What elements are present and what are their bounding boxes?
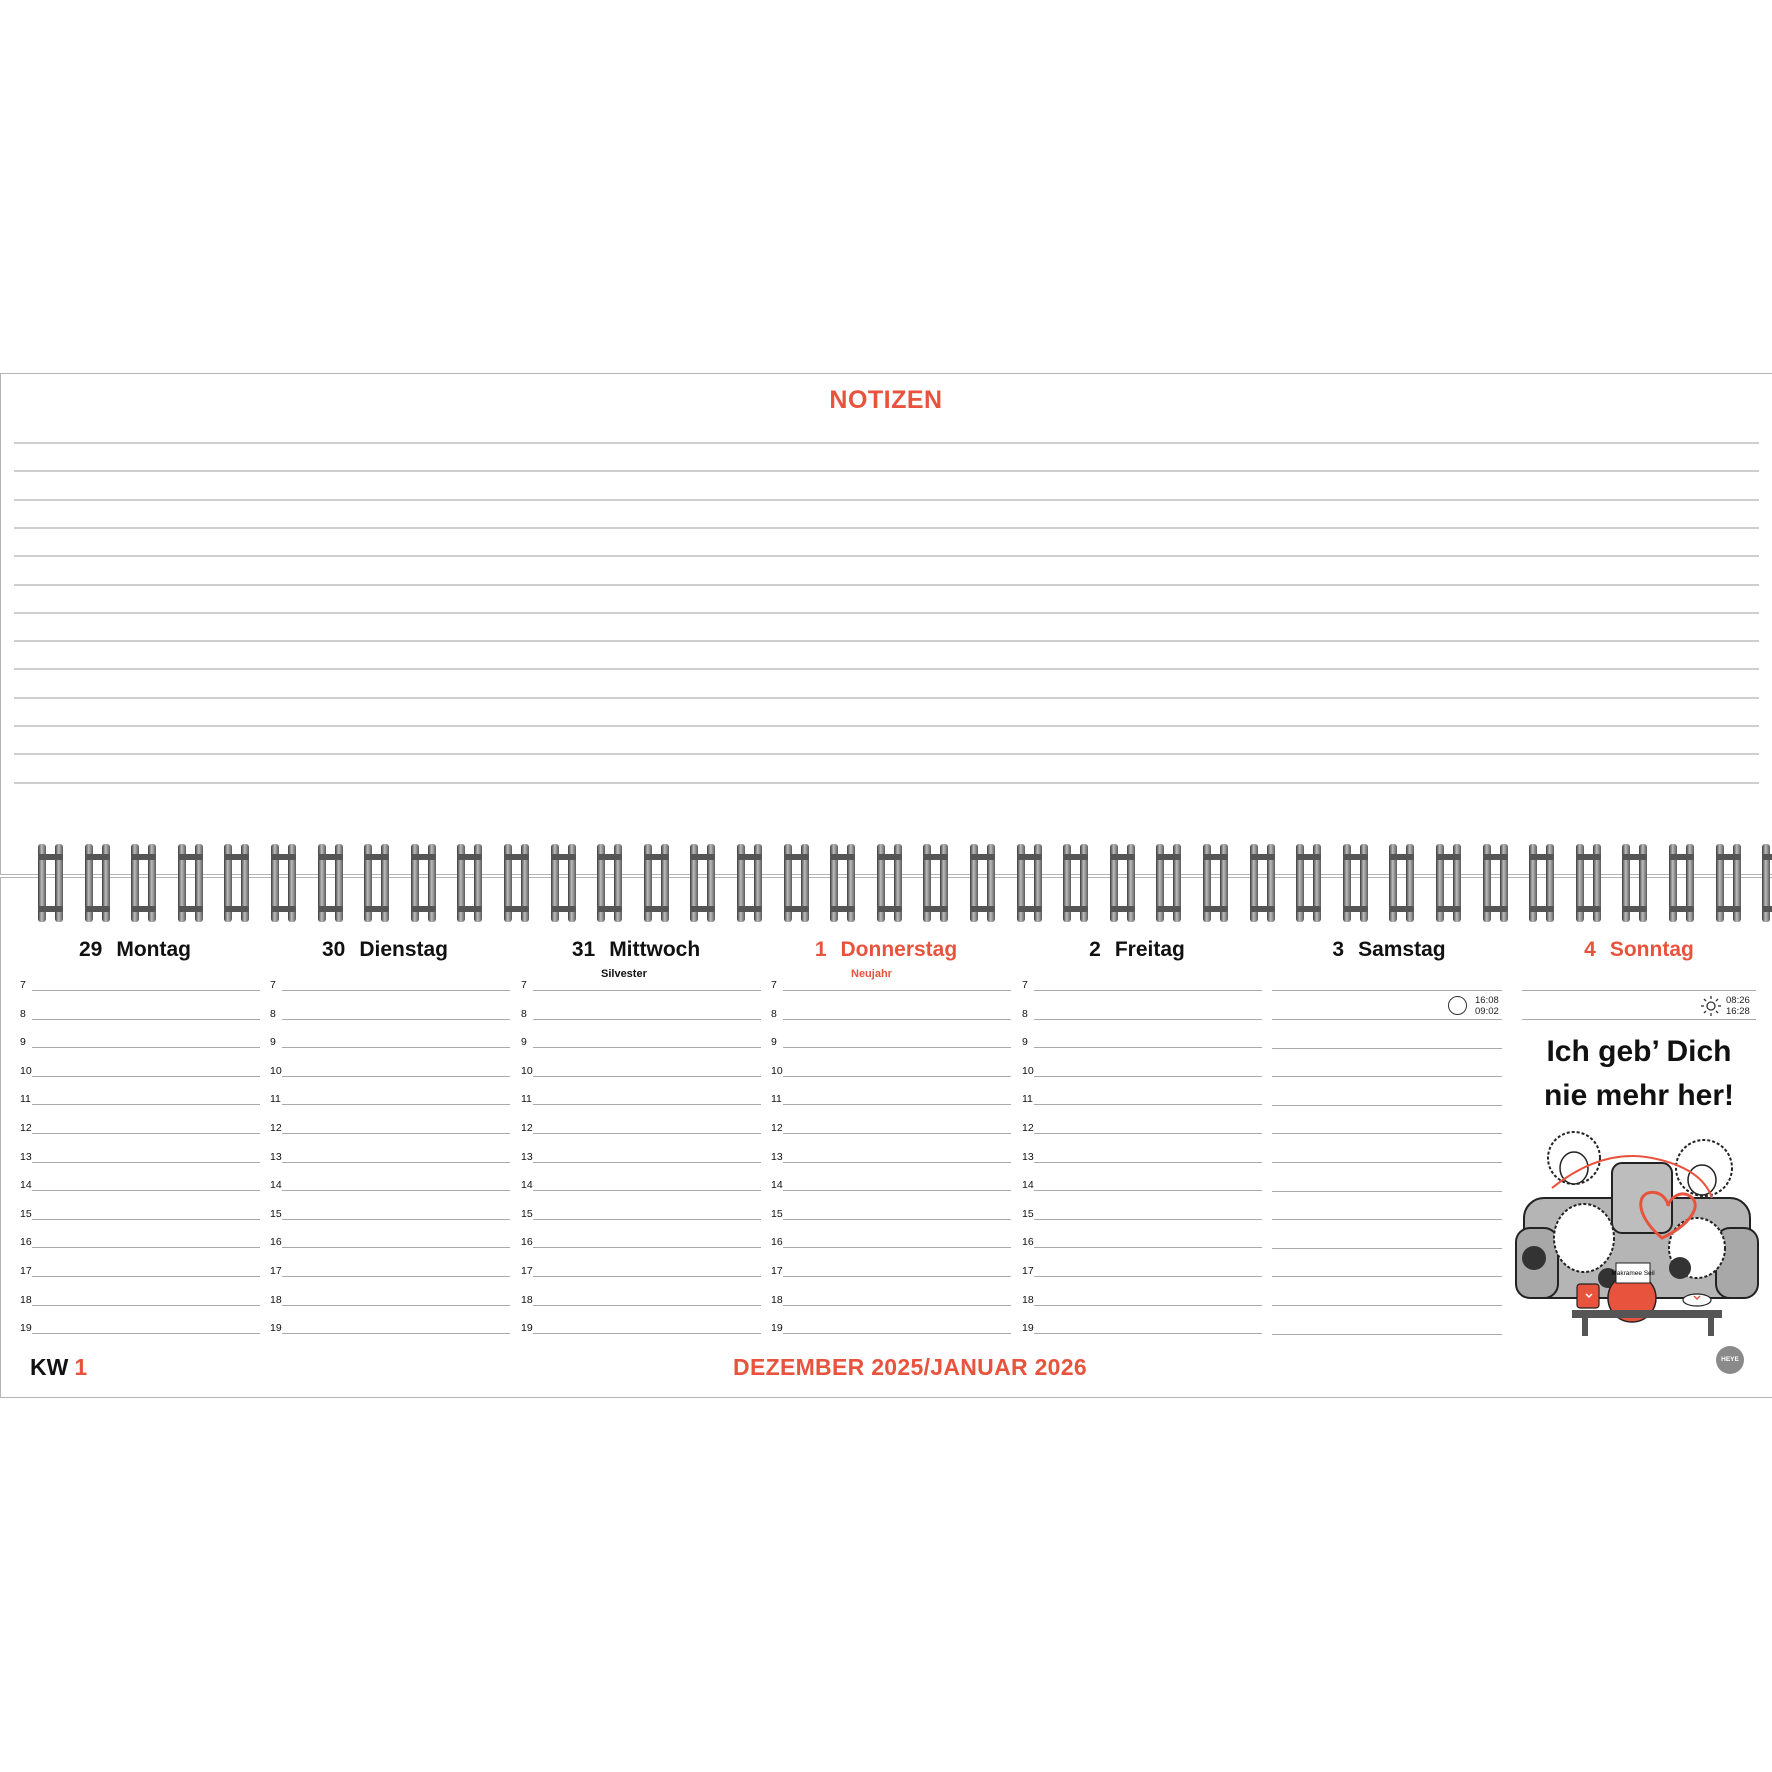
calendar-week-number: 1 — [74, 1354, 88, 1380]
heye-logo: HEYE — [1716, 1346, 1744, 1374]
day-number: 3 — [1332, 938, 1345, 961]
day-header-mittwoch — [521, 938, 751, 962]
saturday-line[interactable] — [1272, 1048, 1502, 1049]
hour-label: 8 — [270, 1008, 276, 1020]
hour-slot[interactable] — [533, 1162, 761, 1163]
hour-label: 16 — [20, 1236, 32, 1248]
hour-slot[interactable] — [32, 1219, 260, 1220]
hour-slot[interactable] — [533, 1305, 761, 1306]
saturday-line[interactable] — [1272, 1334, 1502, 1335]
hour-label: 19 — [521, 1322, 533, 1334]
saturday-line[interactable] — [1272, 1219, 1502, 1220]
month-title: DEZEMBER 2025/JANUAR 2026 — [733, 1354, 1087, 1380]
note-line[interactable] — [14, 442, 1759, 444]
day-header-dienstag — [270, 938, 500, 962]
full-moon-icon — [1448, 996, 1467, 1015]
hour-label: 12 — [771, 1122, 783, 1134]
day-number: 2 — [1089, 938, 1101, 961]
holiday-label: Neujahr — [851, 968, 892, 980]
note-line[interactable] — [14, 555, 1759, 557]
day-name: Freitag — [1114, 938, 1185, 961]
spiral-ring — [1529, 844, 1555, 922]
spiral-ring — [1296, 844, 1322, 922]
hour-slot[interactable] — [282, 1076, 510, 1077]
hour-label: 11 — [270, 1093, 281, 1105]
hour-label: 15 — [521, 1208, 533, 1220]
hour-label: 18 — [521, 1294, 533, 1306]
hour-label: 9 — [20, 1036, 26, 1048]
note-line[interactable] — [14, 668, 1759, 670]
hour-label: 13 — [1022, 1151, 1034, 1163]
calendar-week-label: KW — [30, 1354, 69, 1380]
hour-label: 19 — [20, 1322, 32, 1334]
spiral-ring — [970, 844, 996, 922]
hour-label: 12 — [20, 1122, 32, 1134]
note-line[interactable] — [14, 612, 1759, 614]
hour-slot[interactable] — [533, 1219, 761, 1220]
hour-label: 7 — [270, 979, 276, 991]
saturday-line[interactable] — [1272, 990, 1502, 991]
spiral-ring — [1389, 844, 1415, 922]
hour-label: 10 — [521, 1065, 533, 1077]
sheep-couple-illustration — [1512, 1128, 1762, 1338]
hour-label: 8 — [771, 1008, 777, 1020]
note-line[interactable] — [14, 527, 1759, 529]
hour-slot[interactable] — [533, 1019, 761, 1020]
day-name: Mittwoch — [609, 938, 701, 961]
hour-slot[interactable] — [282, 1019, 510, 1020]
hour-label: 15 — [1022, 1208, 1034, 1220]
spiral-ring — [1436, 844, 1462, 922]
hour-slot[interactable] — [1034, 1047, 1262, 1048]
moon-time-1: 16:08 — [1475, 995, 1499, 1006]
hour-slot[interactable] — [783, 1247, 1011, 1248]
hour-slot[interactable] — [783, 1219, 1011, 1220]
day-number: 29 — [78, 938, 103, 961]
moon-time-2: 09:02 — [1475, 1006, 1499, 1017]
hour-label: 16 — [270, 1236, 282, 1248]
saturday-line[interactable] — [1272, 1162, 1502, 1163]
spiral-ring — [1250, 844, 1276, 922]
hour-label: 10 — [771, 1065, 783, 1077]
calendar-week — [30, 1354, 87, 1381]
spiral-ring — [131, 844, 157, 922]
saturday-line[interactable] — [1272, 1191, 1502, 1192]
hour-slot[interactable] — [783, 1133, 1011, 1134]
quote — [1522, 1030, 1756, 1118]
spiral-ring — [1156, 844, 1182, 922]
hour-slot[interactable] — [533, 1047, 761, 1048]
saturday-line[interactable] — [1272, 1305, 1502, 1306]
holiday-label: Silvester — [601, 968, 647, 980]
hour-label: 12 — [521, 1122, 533, 1134]
hour-slot[interactable] — [783, 1019, 1011, 1020]
hour-slot[interactable] — [533, 1247, 761, 1248]
hour-label: 15 — [20, 1208, 32, 1220]
hour-slot[interactable] — [783, 1305, 1011, 1306]
day-header-donnerstag — [771, 938, 1001, 962]
day-name: Sonntag — [1609, 938, 1694, 961]
day-name: Dienstag — [359, 938, 449, 961]
saturday-line[interactable] — [1272, 1019, 1502, 1020]
spiral-ring — [1762, 844, 1772, 922]
sun-times — [1726, 995, 1750, 1017]
spiral-ring — [737, 844, 763, 922]
hour-label: 11 — [521, 1093, 532, 1105]
hour-label: 18 — [270, 1294, 282, 1306]
spiral-ring — [457, 844, 483, 922]
hour-label: 12 — [1022, 1122, 1034, 1134]
sunday-line[interactable] — [1522, 990, 1756, 991]
spiral-ring — [1343, 844, 1369, 922]
hour-slot[interactable] — [1034, 1019, 1262, 1020]
saturday-line[interactable] — [1272, 1076, 1502, 1077]
hour-label: 7 — [771, 979, 777, 991]
spiral-ring — [364, 844, 390, 922]
hour-slot[interactable] — [32, 1133, 260, 1134]
jar-label: Makramee Seil — [1611, 1270, 1655, 1277]
hour-label: 15 — [270, 1208, 282, 1220]
hour-slot[interactable] — [282, 1047, 510, 1048]
hour-slot[interactable] — [282, 1162, 510, 1163]
hour-slot[interactable] — [32, 1162, 260, 1163]
moon-times — [1475, 995, 1499, 1017]
saturday-line[interactable] — [1272, 1105, 1502, 1106]
hour-slot[interactable] — [1034, 1333, 1262, 1334]
hour-slot[interactable] — [282, 1305, 510, 1306]
spiral-ring — [597, 844, 623, 922]
spiral-ring — [1716, 844, 1742, 922]
day-number: 31 — [571, 938, 596, 961]
hour-label: 17 — [771, 1265, 783, 1277]
spiral-ring — [1063, 844, 1089, 922]
hour-label: 12 — [270, 1122, 282, 1134]
hour-label: 13 — [270, 1151, 282, 1163]
day-number: 1 — [814, 938, 827, 961]
hour-label: 16 — [771, 1236, 783, 1248]
hour-label: 13 — [771, 1151, 783, 1163]
hour-label: 8 — [521, 1008, 527, 1020]
sunday-line[interactable] — [1522, 1019, 1756, 1020]
spiral-ring — [318, 844, 344, 922]
hour-label: 7 — [20, 979, 26, 991]
hour-label: 16 — [1022, 1236, 1034, 1248]
hour-slot[interactable] — [32, 1247, 260, 1248]
hour-slot[interactable] — [1034, 1305, 1262, 1306]
spiral-ring — [1110, 844, 1136, 922]
hour-label: 9 — [771, 1036, 777, 1048]
hour-slot[interactable] — [32, 1076, 260, 1077]
spiral-ring — [877, 844, 903, 922]
spiral-ring — [224, 844, 250, 922]
quote-line-2: nie mehr her! — [1543, 1079, 1735, 1112]
hour-slot[interactable] — [282, 990, 510, 991]
hour-slot[interactable] — [783, 1047, 1011, 1048]
spiral-ring — [1483, 844, 1509, 922]
hour-label: 18 — [1022, 1294, 1034, 1306]
sunrise-time: 08:26 — [1726, 995, 1750, 1006]
spiral-ring — [1622, 844, 1648, 922]
spiral-ring — [271, 844, 297, 922]
hour-label: 14 — [1022, 1179, 1034, 1191]
hour-slot[interactable] — [783, 1333, 1011, 1334]
hour-slot[interactable] — [533, 990, 761, 991]
hour-slot[interactable] — [1034, 1247, 1262, 1248]
hour-slot[interactable] — [282, 1104, 510, 1105]
hour-slot[interactable] — [282, 1247, 510, 1248]
note-line[interactable] — [14, 470, 1759, 472]
hour-label: 7 — [1022, 979, 1028, 991]
day-header-montag — [20, 938, 250, 962]
spiral-ring — [923, 844, 949, 922]
hour-slot[interactable] — [533, 1076, 761, 1077]
day-header-sonntag — [1522, 938, 1756, 962]
hour-label: 19 — [771, 1322, 783, 1334]
hour-slot[interactable] — [533, 1133, 761, 1134]
hour-label: 17 — [270, 1265, 282, 1277]
day-header-freitag — [1022, 938, 1252, 962]
hour-slot[interactable] — [533, 1276, 761, 1277]
saturday-line[interactable] — [1272, 1133, 1502, 1134]
hour-slot[interactable] — [1034, 1104, 1262, 1105]
hour-label: 9 — [521, 1036, 527, 1048]
hour-label: 17 — [521, 1265, 533, 1277]
hour-slot[interactable] — [32, 1333, 260, 1334]
hour-slot[interactable] — [783, 990, 1011, 991]
hour-slot[interactable] — [32, 1276, 260, 1277]
hour-slot[interactable] — [783, 1276, 1011, 1277]
hour-slot[interactable] — [1034, 1276, 1262, 1277]
hour-label: 11 — [1022, 1093, 1033, 1105]
sun-icon — [1700, 995, 1722, 1017]
hour-label: 14 — [521, 1179, 533, 1191]
hour-label: 16 — [521, 1236, 533, 1248]
note-line[interactable] — [14, 782, 1759, 784]
day-number: 4 — [1584, 938, 1596, 961]
hour-slot[interactable] — [32, 1104, 260, 1105]
note-line[interactable] — [14, 725, 1759, 727]
hour-slot[interactable] — [533, 1333, 761, 1334]
hour-label: 10 — [1022, 1065, 1034, 1077]
hour-label: 10 — [270, 1065, 282, 1077]
hour-label: 13 — [20, 1151, 32, 1163]
spiral-ring — [690, 844, 716, 922]
hour-slot[interactable] — [1034, 990, 1262, 991]
notes-title: NOTIZEN — [829, 386, 943, 414]
note-line[interactable] — [14, 584, 1759, 586]
hour-slot[interactable] — [1034, 1076, 1262, 1077]
hour-label: 14 — [270, 1179, 282, 1191]
note-line[interactable] — [14, 697, 1759, 699]
hour-label: 11 — [20, 1093, 31, 1105]
spiral-ring — [85, 844, 111, 922]
sunset-time: 16:28 — [1726, 1006, 1750, 1017]
hour-slot[interactable] — [32, 1305, 260, 1306]
hour-label: 14 — [771, 1179, 783, 1191]
hour-slot[interactable] — [282, 1190, 510, 1191]
hour-label: 11 — [771, 1093, 782, 1105]
spiral-ring — [1669, 844, 1695, 922]
hour-slot[interactable] — [1034, 1162, 1262, 1163]
spiral-ring — [38, 844, 64, 922]
hour-slot[interactable] — [32, 1190, 260, 1191]
note-line[interactable] — [14, 640, 1759, 642]
hour-label: 18 — [771, 1294, 783, 1306]
spiral-ring — [178, 844, 204, 922]
day-name: Donnerstag — [840, 938, 958, 961]
spiral-ring — [411, 844, 437, 922]
hour-label: 8 — [20, 1008, 26, 1020]
hour-slot[interactable] — [282, 1219, 510, 1220]
note-line[interactable] — [14, 753, 1759, 755]
hour-label: 8 — [1022, 1008, 1028, 1020]
day-header-samstag — [1272, 938, 1506, 962]
spiral-ring — [504, 844, 530, 922]
hour-label: 10 — [20, 1065, 32, 1077]
spiral-ring — [1017, 844, 1043, 922]
hour-label: 17 — [20, 1265, 32, 1277]
hour-label: 18 — [20, 1294, 32, 1306]
saturday-line[interactable] — [1272, 1276, 1502, 1277]
hour-label: 7 — [521, 979, 527, 991]
day-name: Samstag — [1358, 938, 1446, 961]
hour-label: 9 — [270, 1036, 276, 1048]
hour-slot[interactable] — [533, 1190, 761, 1191]
saturday-line[interactable] — [1272, 1248, 1502, 1249]
hour-slot[interactable] — [32, 990, 260, 991]
note-line[interactable] — [14, 499, 1759, 501]
hour-slot[interactable] — [783, 1076, 1011, 1077]
hour-slot[interactable] — [783, 1104, 1011, 1105]
spiral-ring — [784, 844, 810, 922]
notes-page — [0, 373, 1772, 875]
day-name: Montag — [116, 938, 191, 961]
hour-slot[interactable] — [32, 1047, 260, 1048]
hour-label: 14 — [20, 1179, 32, 1191]
spiral-ring — [551, 844, 577, 922]
spiral-ring — [644, 844, 670, 922]
spiral-ring — [1576, 844, 1602, 922]
hour-label: 19 — [270, 1322, 282, 1334]
hour-slot[interactable] — [1034, 1219, 1262, 1220]
hour-label: 13 — [521, 1151, 533, 1163]
hour-label: 19 — [1022, 1322, 1034, 1334]
hour-slot[interactable] — [32, 1019, 260, 1020]
hour-slot[interactable] — [1034, 1190, 1262, 1191]
spiral-ring — [830, 844, 856, 922]
hour-slot[interactable] — [282, 1133, 510, 1134]
hour-label: 17 — [1022, 1265, 1034, 1277]
hour-slot[interactable] — [783, 1162, 1011, 1163]
spiral-ring — [1203, 844, 1229, 922]
hour-slot[interactable] — [783, 1190, 1011, 1191]
hour-label: 9 — [1022, 1036, 1028, 1048]
day-number: 30 — [321, 938, 346, 961]
hour-slot[interactable] — [1034, 1133, 1262, 1134]
hour-label: 15 — [771, 1208, 783, 1220]
quote-line-1: Ich geb’ Dich — [1546, 1035, 1732, 1068]
hour-slot[interactable] — [533, 1104, 761, 1105]
hour-slot[interactable] — [282, 1333, 510, 1334]
hour-slot[interactable] — [282, 1276, 510, 1277]
